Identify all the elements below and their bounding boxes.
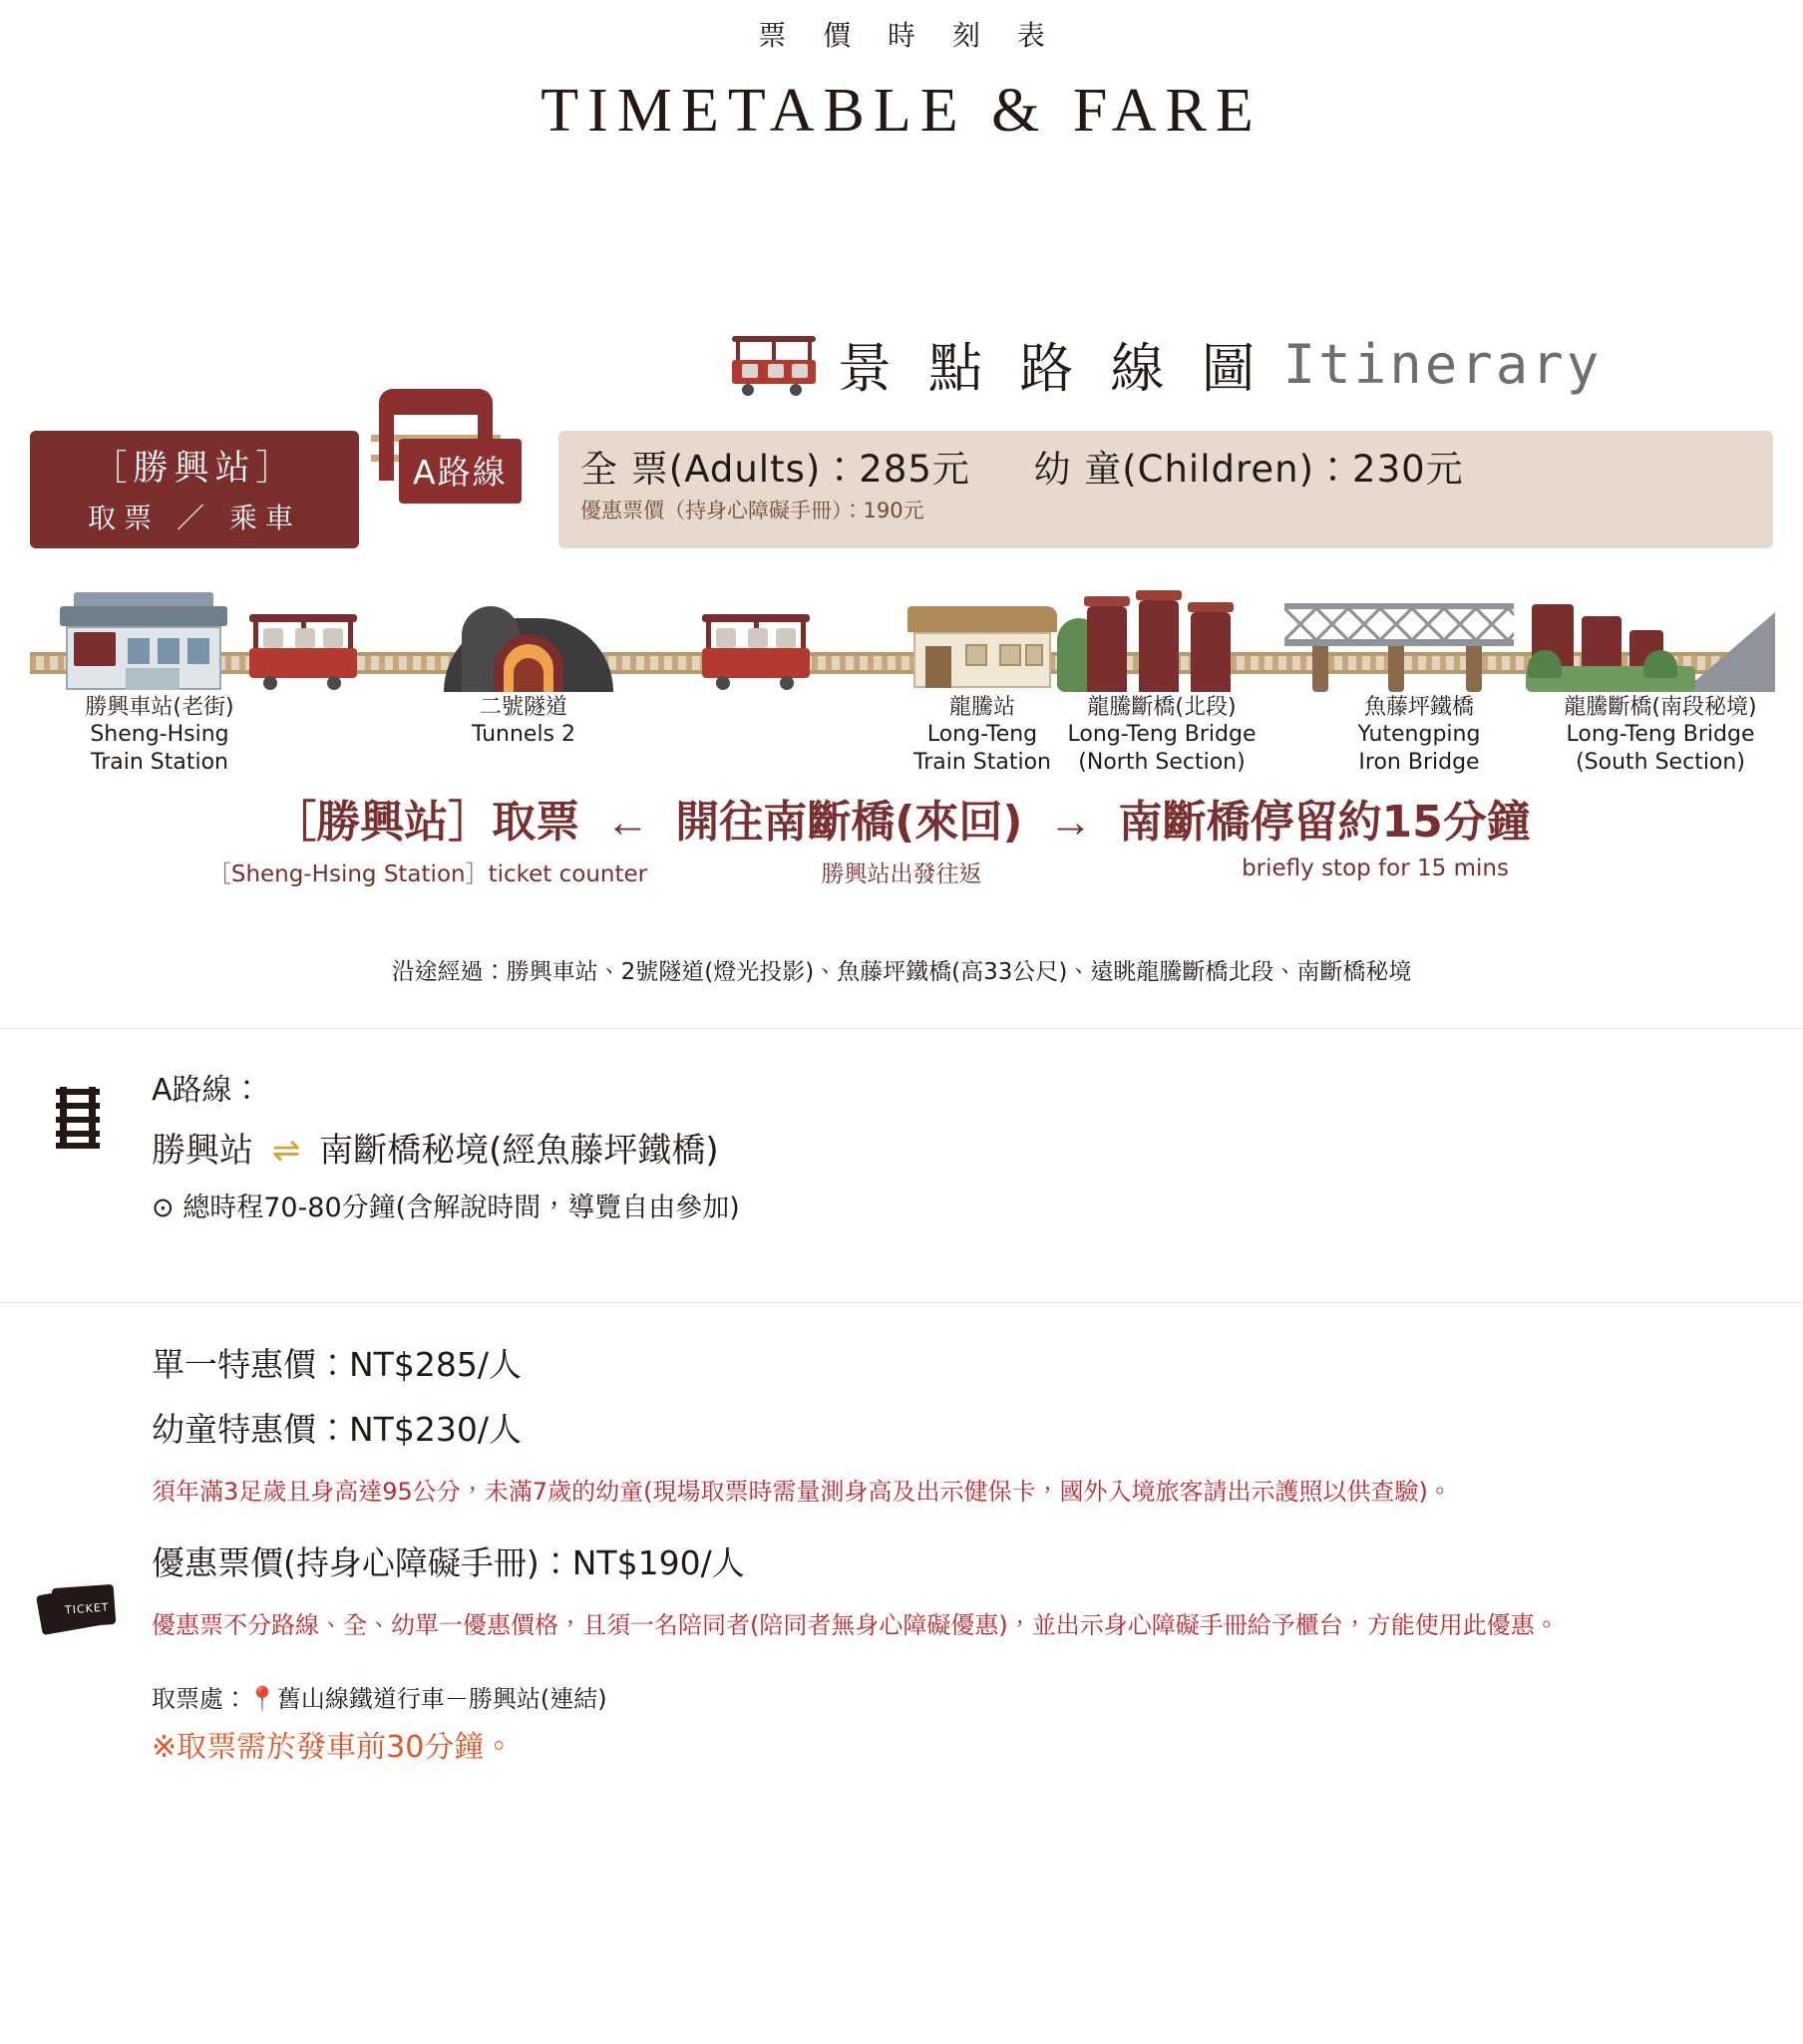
child-fare-label: 幼童特惠價： [152,1410,349,1449]
route-from: 勝興站 [152,1131,253,1171]
child-fare-note: 須年滿3足歲且身高達95公分，未滿7歲的幼童(現場取票時需量測身高及出示健保卡，國外入境旅客請出示護照以供查驗)。 [152,1478,1452,1506]
flow-arrow-1-icon: ← [605,798,650,847]
route-to: 南斷橋秘境(經魚藤坪鐵橋) [319,1131,719,1171]
pickup-line [152,1679,1763,1714]
route-name: A路線： [152,1073,262,1108]
yutengping-iron-bridge-illustration [1284,600,1514,692]
stop-2-en1: Long-Teng [926,722,1038,748]
itinerary-title-zh: 景 點 路 線 圖 [838,337,1265,400]
stops-strip [30,564,1773,774]
adult-fare-label: 單一特惠價： [152,1345,349,1384]
route-duration: ⊙ 總時程70-80分鐘(含解說時間，導覽自由參加) [152,1192,740,1223]
fare-detail-section [0,1303,1803,1802]
flow-step-2: 開往南斷橋(來回) [675,797,1023,848]
stop-0-zh: 勝興車站(老街) [85,695,234,720]
station-badge-line2: 取票 ／ 乘車 [88,502,301,534]
pickup-label: 取票處： [152,1684,247,1713]
adult-fare-value: NT$285/人 [349,1345,522,1384]
ticket-icon-wrap [30,1339,126,1766]
page-title-en: TIMETABLE & FARE [541,77,1262,145]
trolley-car-illustration-1 [247,614,359,692]
flow-sub-1: ［Sheng-Hsing Station］ticket counter [207,861,648,887]
stop-5-en1: Long-Teng Bridge [1566,722,1755,748]
stop-1-en1: Tunnels 2 [471,722,576,748]
station-badge-line1: ［勝興站］ [92,449,297,489]
pickup-warning: ※取票需於發車前30分鐘。 [152,1729,515,1765]
stop-label-1 [414,694,633,749]
disabled-fare-line [152,1537,1763,1584]
stop-label-3 [1027,694,1296,776]
route-endpoints [152,1123,1763,1172]
flow-arrow-2-icon: → [1048,798,1093,847]
long-teng-bridge-north-illustration [1087,600,1237,692]
itinerary-block [0,326,1803,986]
disabled-fare-note: 優惠票不分路線、全、幼單一優惠價格，且須一名陪同者(陪同者無身心障礙優惠)，並出示身心障礙手冊給予櫃台，方能使用此優惠。 [152,1610,1559,1639]
stop-4-en1: Yutengping [1357,722,1481,748]
fare-adults: 全 票(Adults)：285元 [580,448,970,491]
page-title-zh: 票 價 時 刻 表 [758,19,1059,52]
stop-0-en2: Train Station [91,749,228,775]
station-badge [30,431,359,548]
stop-2-en2: Train Station [913,749,1051,775]
pickup-link[interactable]: 舊山線鐵道行車－勝興站(連結) [276,1684,607,1713]
fare-banner [558,431,1773,548]
sheng-hsing-station-illustration [60,606,227,692]
stop-1-zh: 二號隧道 [479,695,567,720]
route-note: 沿途經過：勝興車站、2號隧道(燈光投影)、魚藤坪鐵橋(高33公尺)、遠眺龍騰斷橋北段、南斷橋秘境 [391,959,1412,985]
stop-label-0 [40,694,279,776]
stop-5-zh: 龍騰斷橋(南段秘境) [1564,695,1757,720]
route-header-row [30,431,1773,548]
fare-discount: 優惠票價（持身心障礙手冊）：190元 [580,499,924,522]
child-fare-line [152,1404,1763,1451]
stop-label-5 [1516,694,1803,776]
flow-step-1: ［勝興站］取票 [272,797,580,848]
disabled-fare-label: 優惠票價(持身心障礙手冊)： [152,1542,572,1582]
trolley-icon [728,334,820,396]
swap-icon: ⇌ [271,1131,301,1171]
location-pin-icon: 📍 [247,1684,277,1713]
itinerary-title-row [30,326,1773,403]
stop-4-en2: Iron Bridge [1358,749,1480,775]
stop-5-en2: (South Section) [1576,749,1745,775]
stop-0-en1: Sheng-Hsing [90,722,229,748]
stop-3-zh: 龍騰斷橋(北段) [1087,695,1237,720]
stop-4-zh: 魚藤坪鐵橋 [1363,695,1474,720]
rail-icon [30,1065,126,1224]
disabled-fare-value: NT$190/人 [571,1542,745,1582]
ticket-icon: TICKET [35,1578,121,1638]
flow-step-3: 南斷橋停留約15分鐘 [1118,797,1531,848]
stop-label-4 [1304,694,1534,776]
stop-3-en1: Long-Teng Bridge [1067,722,1257,748]
tunnel-illustration [444,600,613,692]
itinerary-title-en: Itinerary [1282,333,1603,396]
adult-fare-line [152,1339,1763,1386]
long-teng-bridge-south-illustration [1526,594,1775,692]
flow-sub-3: briefly stop for 15 mins [1242,855,1509,881]
fare-children: 幼 童(Children)：230元 [1033,448,1464,491]
stop-3-en2: (North Section) [1078,749,1246,775]
long-teng-station-illustration [907,600,1075,692]
route-tag: A路線 [399,439,522,504]
flow-sub-2: 勝興站出發往返 [821,861,982,887]
page-header [0,0,1803,147]
trolley-car-illustration-2 [700,614,812,692]
child-fare-value: NT$230/人 [349,1410,522,1449]
route-detail-section [0,1029,1803,1260]
stop-2-zh: 龍騰站 [948,695,1015,720]
route-tag-wrap [359,431,558,548]
flow-row [30,786,1773,893]
